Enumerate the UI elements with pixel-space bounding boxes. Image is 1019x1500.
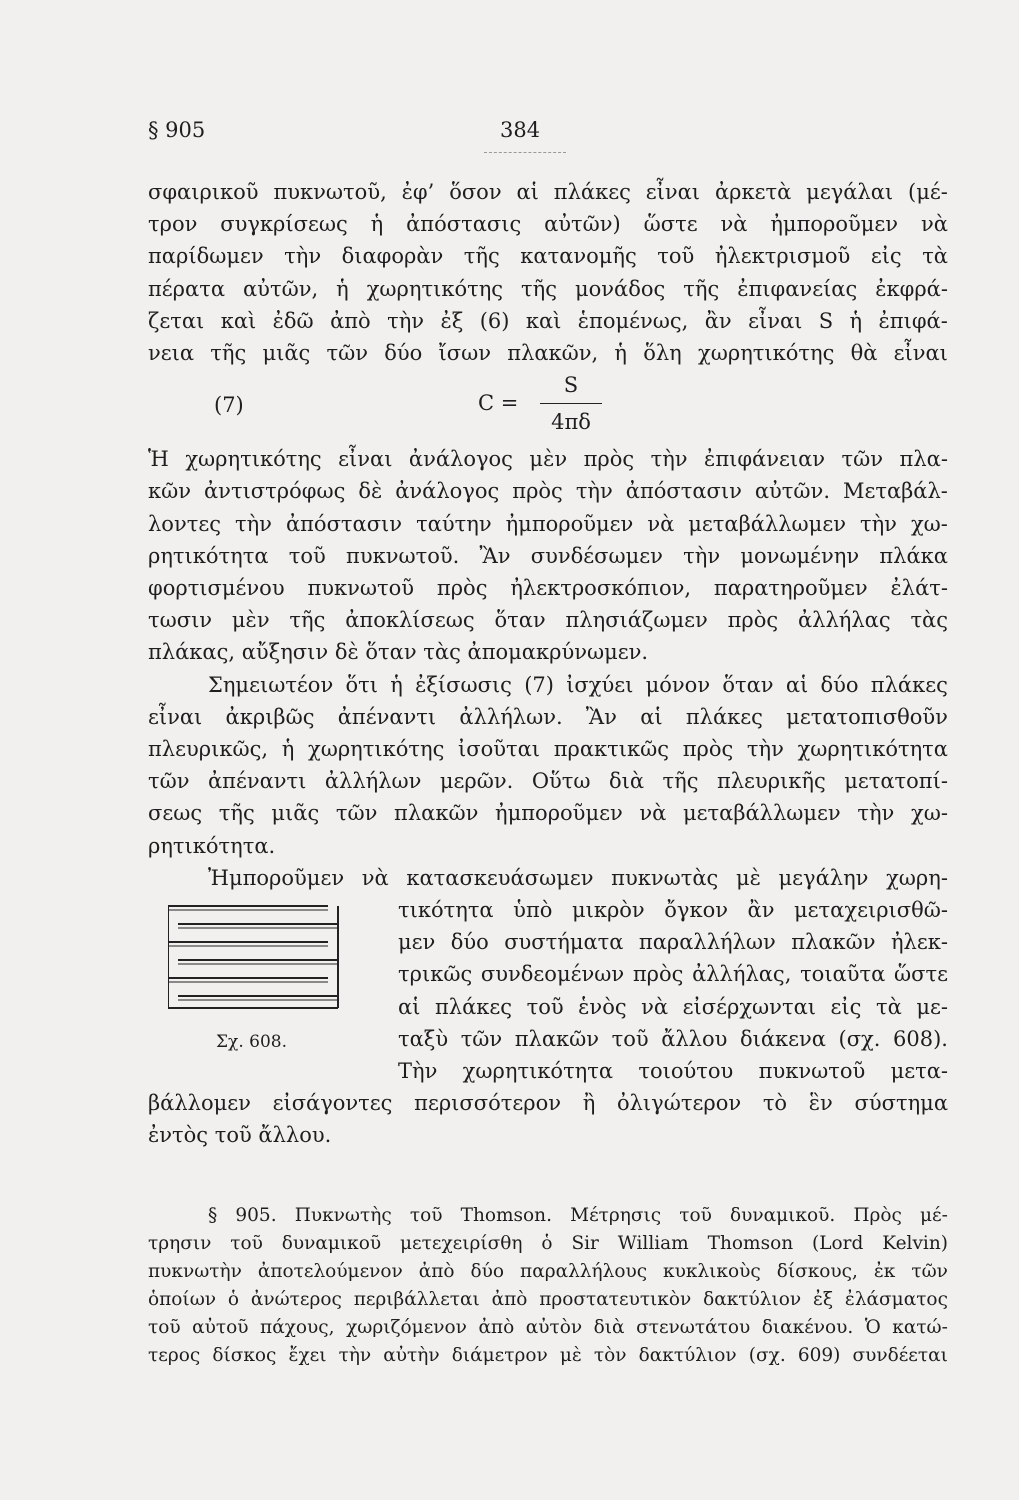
text-line: Ἠμπορoῦμεν νὰ κατασκευάσωμεν πυκνωτὰς μὲ μεγάλην χωρη-: [208, 865, 948, 890]
text-line: φορτισμένου πυκνωτοῦ πρὸς ἠλεκτροσκόπιον, παρατηροῦμεν ἐλάτ-: [148, 576, 948, 601]
page-header: [148, 118, 948, 158]
footnote-line: τρησιν τοῦ δυναμικοῦ μετεχειρίσθη ὁ Sir William Thomson (Lord Kelvin): [148, 1233, 948, 1254]
text-line: εἶναι ἀκριβῶς ἀπέναντι ἀλλήλων. Ἂν αἱ πλάκες μετατοπισθοῦν: [148, 704, 948, 729]
text-line: τῶν ἀπέναντι ἀλλήλων μερῶν. Οὕτω διὰ τῆς πλευρικῆς μετατοπί-: [148, 769, 948, 794]
paragraph-2: [148, 443, 948, 668]
text-line: βάλλομεν εἰσάγοντες περισσότερον ἢ ὀλιγώτερον τὸ ἓν σύστημα: [148, 1091, 948, 1116]
text-line: Τὴν χωρητικότητα τοιούτου πυκνωτοῦ μετα-: [398, 1059, 948, 1084]
text-line: Ἡ χωρητικότης εἶναι ἀνάλογος μὲν πρὸς τὴν ἐπιφάνειαν τῶν πλα-: [148, 447, 948, 472]
text-line: τικότητα ὑπὸ μικρὸν ὄγκον ἂν μεταχειρισθῶ-: [398, 898, 948, 923]
text-line: Σημειωτέον ὅτι ἡ ἐξίσωσις (7) ἰσχύει μόνον ὅταν αἱ δύο πλάκες: [208, 672, 948, 697]
figure-caption: Σχ. 608.: [216, 1032, 287, 1053]
equation-7: [148, 369, 948, 443]
fraction-denominator: 4πδ: [551, 410, 591, 435]
text-line: τρον συγκρίσεως ἡ ἀπόστασις αὐτῶν) ὥστε νὰ ἠμπορoῦμεν νὰ: [148, 212, 948, 237]
text-line: λοντες τὴν ἀπόστασιν ταύτην ἠμπορoῦμεν νὰ μεταβάλλωμεν τὴν χω-: [148, 511, 948, 536]
fraction-bar: [540, 403, 602, 404]
text-line: σεως τῆς μιᾶς τῶν πλακῶν ἠμπορoῦμεν νὰ μεταβάλλωμεν τὴν χω-: [148, 801, 948, 826]
footnote-line: ὁποίων ὁ ἀνώτερος περιβάλλεται ἀπὸ προστατευτικὸν δακτύλιον ἐξ ἐλάσματος: [148, 1289, 948, 1310]
paragraph-1: [148, 176, 948, 369]
text-line: πλευρικῶς, ἡ χωρητικότης ἰσοῦται πρακτικῶς πρὸς τὴν χωρητικότητα: [148, 737, 948, 762]
equation-number: (7): [214, 393, 244, 418]
text-line: ρητικότητα.: [148, 833, 276, 858]
text-line: κῶν ἀντιστρόφως δὲ ἀνάλογος πρὸς τὴν ἀπόστασιν αὐτῶν. Μεταβάλ-: [148, 479, 948, 504]
text-line: ταξὺ τῶν πλακῶν τοῦ ἄλλου διάκενα (σχ. 608).: [398, 1026, 948, 1051]
text-line: ζεται καὶ ἐδῶ ἀπὸ τὴν ἐξ (6) καὶ ἑπομένως, ἂν εἶναι S ἡ ἐπιφά-: [148, 308, 948, 333]
text-line: πλάκας, αὔξησιν δὲ ὅταν τὰς ἀπομακρύνωμεν.: [148, 640, 649, 665]
text-line: αἱ πλάκες τοῦ ἑνὸς νὰ εἰσέρχωνται εἰς τὰ με-: [398, 994, 948, 1019]
footnote-line: § 905. Πυκνωτὴς τοῦ Thomson. Μέτρησις τοῦ δυναμικοῦ. Πρὸς μέ-: [208, 1205, 948, 1226]
footnote-line: τοῦ αὐτοῦ πάχους, χωριζόμενον ἀπὸ αὐτὸν διὰ στενωτάτου διακένου. Ὁ κατώ-: [148, 1317, 948, 1338]
wrapped-text: [398, 894, 948, 1087]
fraction-numerator: S: [563, 373, 579, 398]
text-line: πέρατα αὐτῶν, ἡ χωρητικότης τῆς μονάδος τῆς ἐπιφανείας ἐκφρά-: [148, 276, 948, 301]
text-line: μεν δύο συστήματα παραλλήλων πλακῶν ἠλεκ-: [398, 930, 948, 955]
footnote-905: [148, 1202, 948, 1370]
footnote-line: τερος δίσκος ἔχει τὴν αὐτὴν διάμετρον μὲ τὸν δακτύλιον (σχ. 609) συνδέεται: [148, 1345, 948, 1366]
page-number-rule: [484, 152, 566, 153]
page-number: 384: [500, 118, 541, 142]
text-line: νεια τῆς μιᾶς τῶν δύο ἴσων πλακῶν, ἡ ὅλη χωρητικότης θὰ εἶναι: [148, 341, 948, 366]
equation-fraction: [540, 369, 602, 438]
section-marker: § 905: [148, 118, 206, 142]
main-text: [148, 176, 948, 1151]
text-line: παρίδωμεν τὴν διαφορὰν τῆς κατανομῆς τοῦ ἠλεκτρισμοῦ εἰς τὰ: [148, 244, 948, 269]
footnote-line: πυκνωτὴν ἀποτελούμενον ἀπὸ δύο παραλλήλους κυκλικοὺς δίσκους, ἐκ τῶν: [148, 1261, 948, 1282]
equation-lhs: C =: [478, 391, 519, 416]
paragraph-3: [148, 669, 948, 862]
text-line: ἐντὸς τοῦ ἄλλου.: [148, 1123, 332, 1148]
text-line: ρητικότητα τοῦ πυκνωτοῦ. Ἂν συνδέσωμεν τὴν μονωμένην πλάκα: [148, 543, 948, 568]
text-line: τωσιν μὲν τῆς ἀποκλίσεως ὅταν πλησιάζωμεν πρὸς ἀλλήλας τὰς: [148, 608, 948, 633]
figure-608-block: [148, 894, 948, 1087]
parallel-plates-figure: [168, 904, 368, 1014]
text-line: σφαιρικοῦ πυκνωτοῦ, ἐφ’ ὅσον αἱ πλάκες εἶναι ἀρκετὰ μεγάλαι (μέ-: [148, 180, 948, 204]
paragraph-4: [148, 862, 948, 1152]
text-line: τρικῶς συνδεομένων πρὸς ἀλλήλας, τοιαῦτα ὥστε: [398, 962, 948, 987]
